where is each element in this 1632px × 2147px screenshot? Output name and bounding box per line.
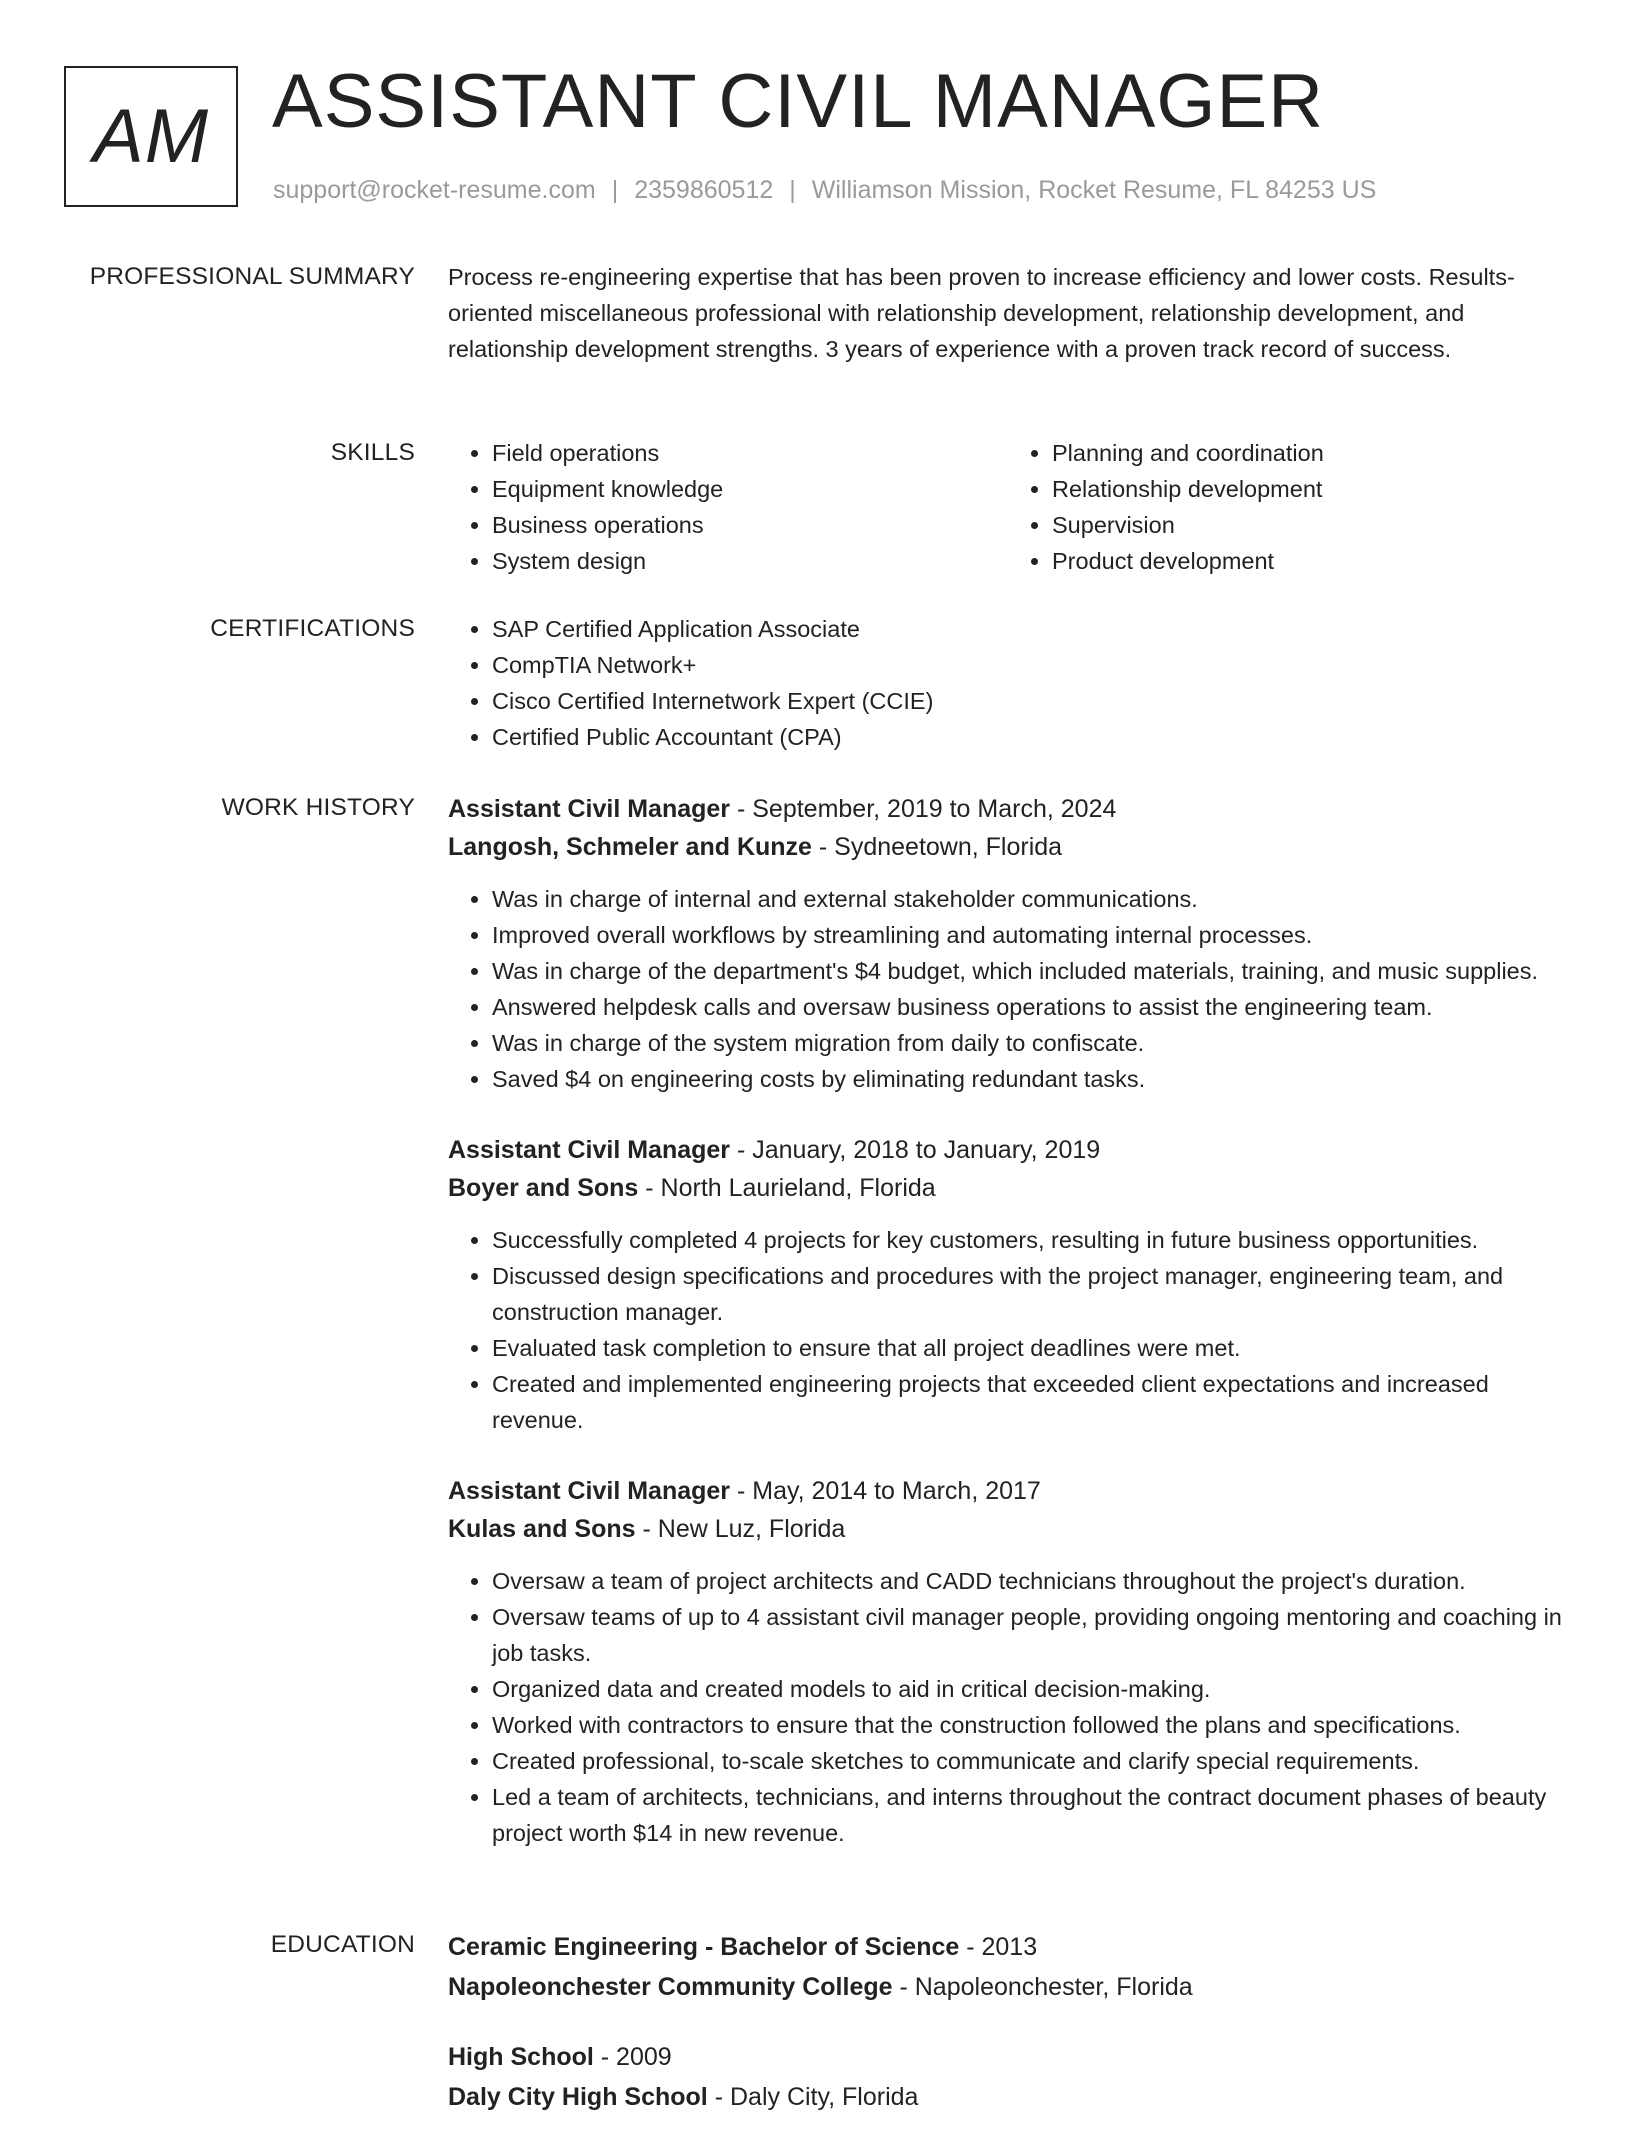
skill-item: • Relationship development (1052, 471, 1568, 507)
section-label-skills: SKILLS (330, 439, 415, 466)
job-bullet: • Discussed design specifications and procedures with the project manager, engineering team, and construction manager. (492, 1258, 1568, 1330)
education-year: - 2013 (959, 1933, 1038, 1961)
job-bullet: • Oversaw teams of up to 4 assistant civil manager people, providing ongoing mentoring and coaching in job tasks. (492, 1599, 1568, 1671)
certifications-list (448, 611, 1568, 755)
job-location: - North Laurieland, Florida (638, 1174, 936, 1202)
job-location: - New Luz, Florida (635, 1515, 846, 1543)
education-degree: High School (448, 2043, 594, 2071)
certification-item: • CompTIA Network+ (492, 647, 1568, 683)
certifications-body (448, 611, 1568, 755)
skills-body (448, 435, 1568, 579)
job-dates: - May, 2014 to March, 2017 (730, 1477, 1041, 1505)
job-bullet: • Was in charge of internal and external stakeholder communications. (492, 881, 1568, 917)
job-title: Assistant Civil Manager (448, 1477, 731, 1505)
work-body (448, 790, 1568, 1885)
job-title: Assistant Civil Manager (448, 1136, 731, 1164)
job-bullet: • Successfully completed 4 projects for key customers, resulting in future business opportunities. (492, 1222, 1568, 1258)
certification-item: • SAP Certified Application Associate (492, 611, 1568, 647)
job-location: - Sydneetown, Florida (811, 833, 1063, 861)
job-entry (448, 1131, 1568, 1438)
certification-item: • Certified Public Accountant (CPA) (492, 719, 1568, 755)
job-entry (448, 1472, 1568, 1851)
skill-item: • Planning and coordination (1052, 435, 1568, 471)
contact-separator: | (611, 176, 619, 204)
education-entry (448, 1927, 1568, 2007)
job-bullet: • Created and implemented engineering projects that exceeded client expectations and increased revenue. (492, 1366, 1568, 1438)
job-company: Boyer and Sons (448, 1174, 639, 1202)
education-location: - Daly City, Florida (707, 2083, 919, 2111)
job-company: Kulas and Sons (448, 1515, 636, 1543)
skill-item: • Field operations (492, 435, 1008, 471)
education-school: Daly City High School (448, 2083, 708, 2111)
education-entry (448, 2037, 1568, 2117)
job-bullet: • Led a team of architects, technicians, and interns throughout the contract document phases of beauty project worth $14 in new revenue. (492, 1779, 1568, 1851)
section-label-work: WORK HISTORY (221, 794, 415, 821)
job-title: Assistant Civil Manager (448, 795, 731, 823)
job-bullet: • Organized data and created models to aid in critical decision-making. (492, 1671, 1568, 1707)
contact-phone[interactable]: 2359860512 (634, 176, 774, 204)
education-school: Napoleonchester Community College (448, 1973, 893, 2001)
summary-text: Process re-engineering expertise that has been proven to increase efficiency and lower costs. Results-oriented miscellaneous professional with relationship development, relationship development, and relationship development strengths. 3 years of experience with a proven track record of success. (448, 264, 1515, 362)
job-bullet: • Evaluated task completion to ensure that all project deadlines were met. (492, 1330, 1568, 1366)
skill-item: • Equipment knowledge (492, 471, 1008, 507)
contact-separator: | (789, 176, 796, 204)
education-year: - 2009 (593, 2043, 672, 2071)
skills-list-right (1008, 435, 1568, 579)
monogram: AM (64, 66, 238, 207)
contact-email[interactable]: support@rocket-resume.com (273, 176, 596, 204)
job-bullet: • Was in charge of the system migration from daily to confiscate. (492, 1025, 1568, 1061)
skill-item: • Supervision (1052, 507, 1568, 543)
skills-list-left (448, 435, 1008, 579)
section-label-education: EDUCATION (270, 1931, 415, 1958)
section-label-summary: PROFESSIONAL SUMMARY (89, 263, 415, 290)
skill-item: • System design (492, 543, 1008, 579)
contact-address: Williamson Mission, Rocket Resume, FL 84253 US (811, 176, 1377, 204)
job-company: Langosh, Schmeler and Kunze (448, 833, 812, 861)
resume-name: ASSISTANT CIVIL MANAGER (272, 59, 1325, 144)
job-dates: - September, 2019 to March, 2024 (730, 795, 1117, 823)
skill-item: • Business operations (492, 507, 1008, 543)
job-bullet: • Was in charge of the department's $4 budget, which included materials, training, and music supplies. (492, 953, 1568, 989)
education-body (448, 1927, 1568, 2147)
job-entry (448, 790, 1568, 1097)
job-bullet: • Worked with contractors to ensure that the construction followed the plans and specifications. (492, 1707, 1568, 1743)
skill-item: • Product development (1052, 543, 1568, 579)
job-bullet: • Improved overall workflows by streamlining and automating internal processes. (492, 917, 1568, 953)
education-degree: Ceramic Engineering - Bachelor of Science (448, 1933, 960, 1961)
job-dates: - January, 2018 to January, 2019 (730, 1136, 1101, 1164)
job-bullet: • Saved $4 on engineering costs by eliminating redundant tasks. (492, 1061, 1568, 1097)
certification-item: • Cisco Certified Internetwork Expert (CCIE) (492, 683, 1568, 719)
contact-line (273, 172, 1376, 208)
job-bullets (448, 881, 1568, 1097)
job-bullet: • Answered helpdesk calls and oversaw business operations to assist the engineering team. (492, 989, 1568, 1025)
summary-body (448, 259, 1568, 367)
job-bullet: • Created professional, to-scale sketches to communicate and clarify special requirements. (492, 1743, 1568, 1779)
section-label-certifications: CERTIFICATIONS (210, 615, 415, 642)
job-bullet: • Oversaw a team of project architects and CADD technicians throughout the project's duration. (492, 1563, 1568, 1599)
education-location: - Napoleonchester, Florida (892, 1973, 1193, 2001)
job-bullets (448, 1222, 1568, 1438)
job-bullets (448, 1563, 1568, 1851)
